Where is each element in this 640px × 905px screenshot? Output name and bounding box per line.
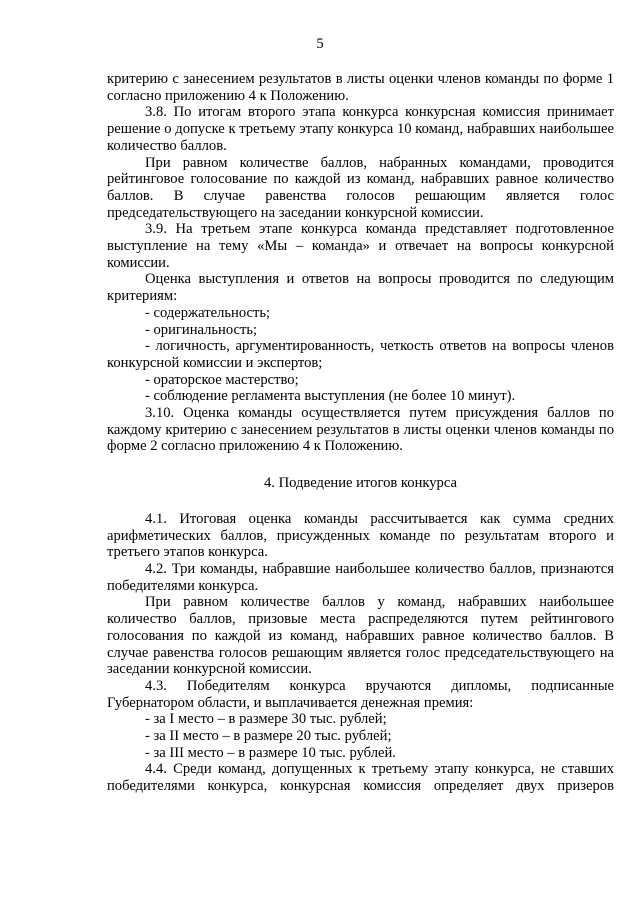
paragraph-criteria-intro: Оценка выступления и ответов на вопросы проводится по следующим критериям: — [107, 271, 614, 305]
criteria-item: - оригинальность; — [145, 321, 258, 338]
paragraph-3-9: 3.9. На третьем этапе конкурса команда представляет подготовленное выступление на тему «Мы – команда» и отвечает на вопросы конкурсной комиссии. — [107, 221, 614, 271]
paragraph-4-4: 4.4. Среди команд, допущенных к третьему этапу конкурса, не ставших победителями конкурса, конкурсная комиссия определяет двух призеров — [107, 761, 614, 795]
paragraph-3-10: 3.10. Оценка команды осуществляется путем присуждения баллов по каждому критерию с занесением результатов в листы оценки членов команды по форме 2 согласно приложению 4 к Положению. — [107, 405, 614, 455]
criteria-item: - ораторское мастерство; — [145, 371, 299, 388]
prize-item: - за I место – в размере 30 тыс. рублей; — [145, 711, 387, 728]
criteria-item: - содержательность; — [145, 304, 271, 321]
prize-item: - за III место – в размере 10 тыс. рублей. — [145, 744, 396, 761]
paragraph-tie-break: При равном количестве баллов, набранных командами, проводится рейтинговое голосование по каждой из команд, набравших равное количество баллов. В случае равенства голосов решающим является голос председательствующего на заседании конкурсной комиссии. — [107, 154, 614, 221]
paragraph-4-2-tie: При равном количестве баллов у команд, набравших наибольшее количество баллов, призовые места распределяются путем рейтингового голосования по каждой из команд, набравших равное количество баллов. В случае равенства голосов решающим является голос председательствующего на заседании конкурсной комиссии. — [107, 594, 614, 678]
document-body — [107, 71, 614, 795]
section-heading: 4. Подведение итогов конкурса — [264, 475, 457, 492]
paragraph-3-8: 3.8. По итогам второго этапа конкурса конкурсная комиссия принимает решение о допуске к третьему этапу конкурса 10 команд, набравших наибольшее количество баллов. — [107, 104, 614, 154]
page-number: 5 — [316, 36, 324, 52]
paragraph-4-1: 4.1. Итоговая оценка команды рассчитывается как сумма средних арифметических баллов, присужденных команде по результатам второго и третьего этапов конкурса. — [107, 510, 614, 561]
paragraph-4-2: 4.2. Три команды, набравшие наибольшее количество баллов, признаются победителями конкурса. — [107, 560, 614, 594]
paragraph-4-3: 4.3. Победителям конкурса вручаются дипломы, подписанные Губернатором области, и выплачивается денежная премия: — [107, 677, 614, 711]
criteria-item: - соблюдение регламента выступления (не более 10 минут). — [145, 388, 516, 405]
criteria-item: - логичность, аргументированность, четкость ответов на вопросы членов конкурсной комиссии и экспертов; — [107, 338, 614, 371]
prize-item: - за II место – в размере 20 тыс. рублей; — [145, 728, 392, 745]
paragraph-criterion-continuation: критерию с занесением результатов в листы оценки членов команды по форме 1 согласно приложению 4 к Положению. — [107, 71, 614, 104]
